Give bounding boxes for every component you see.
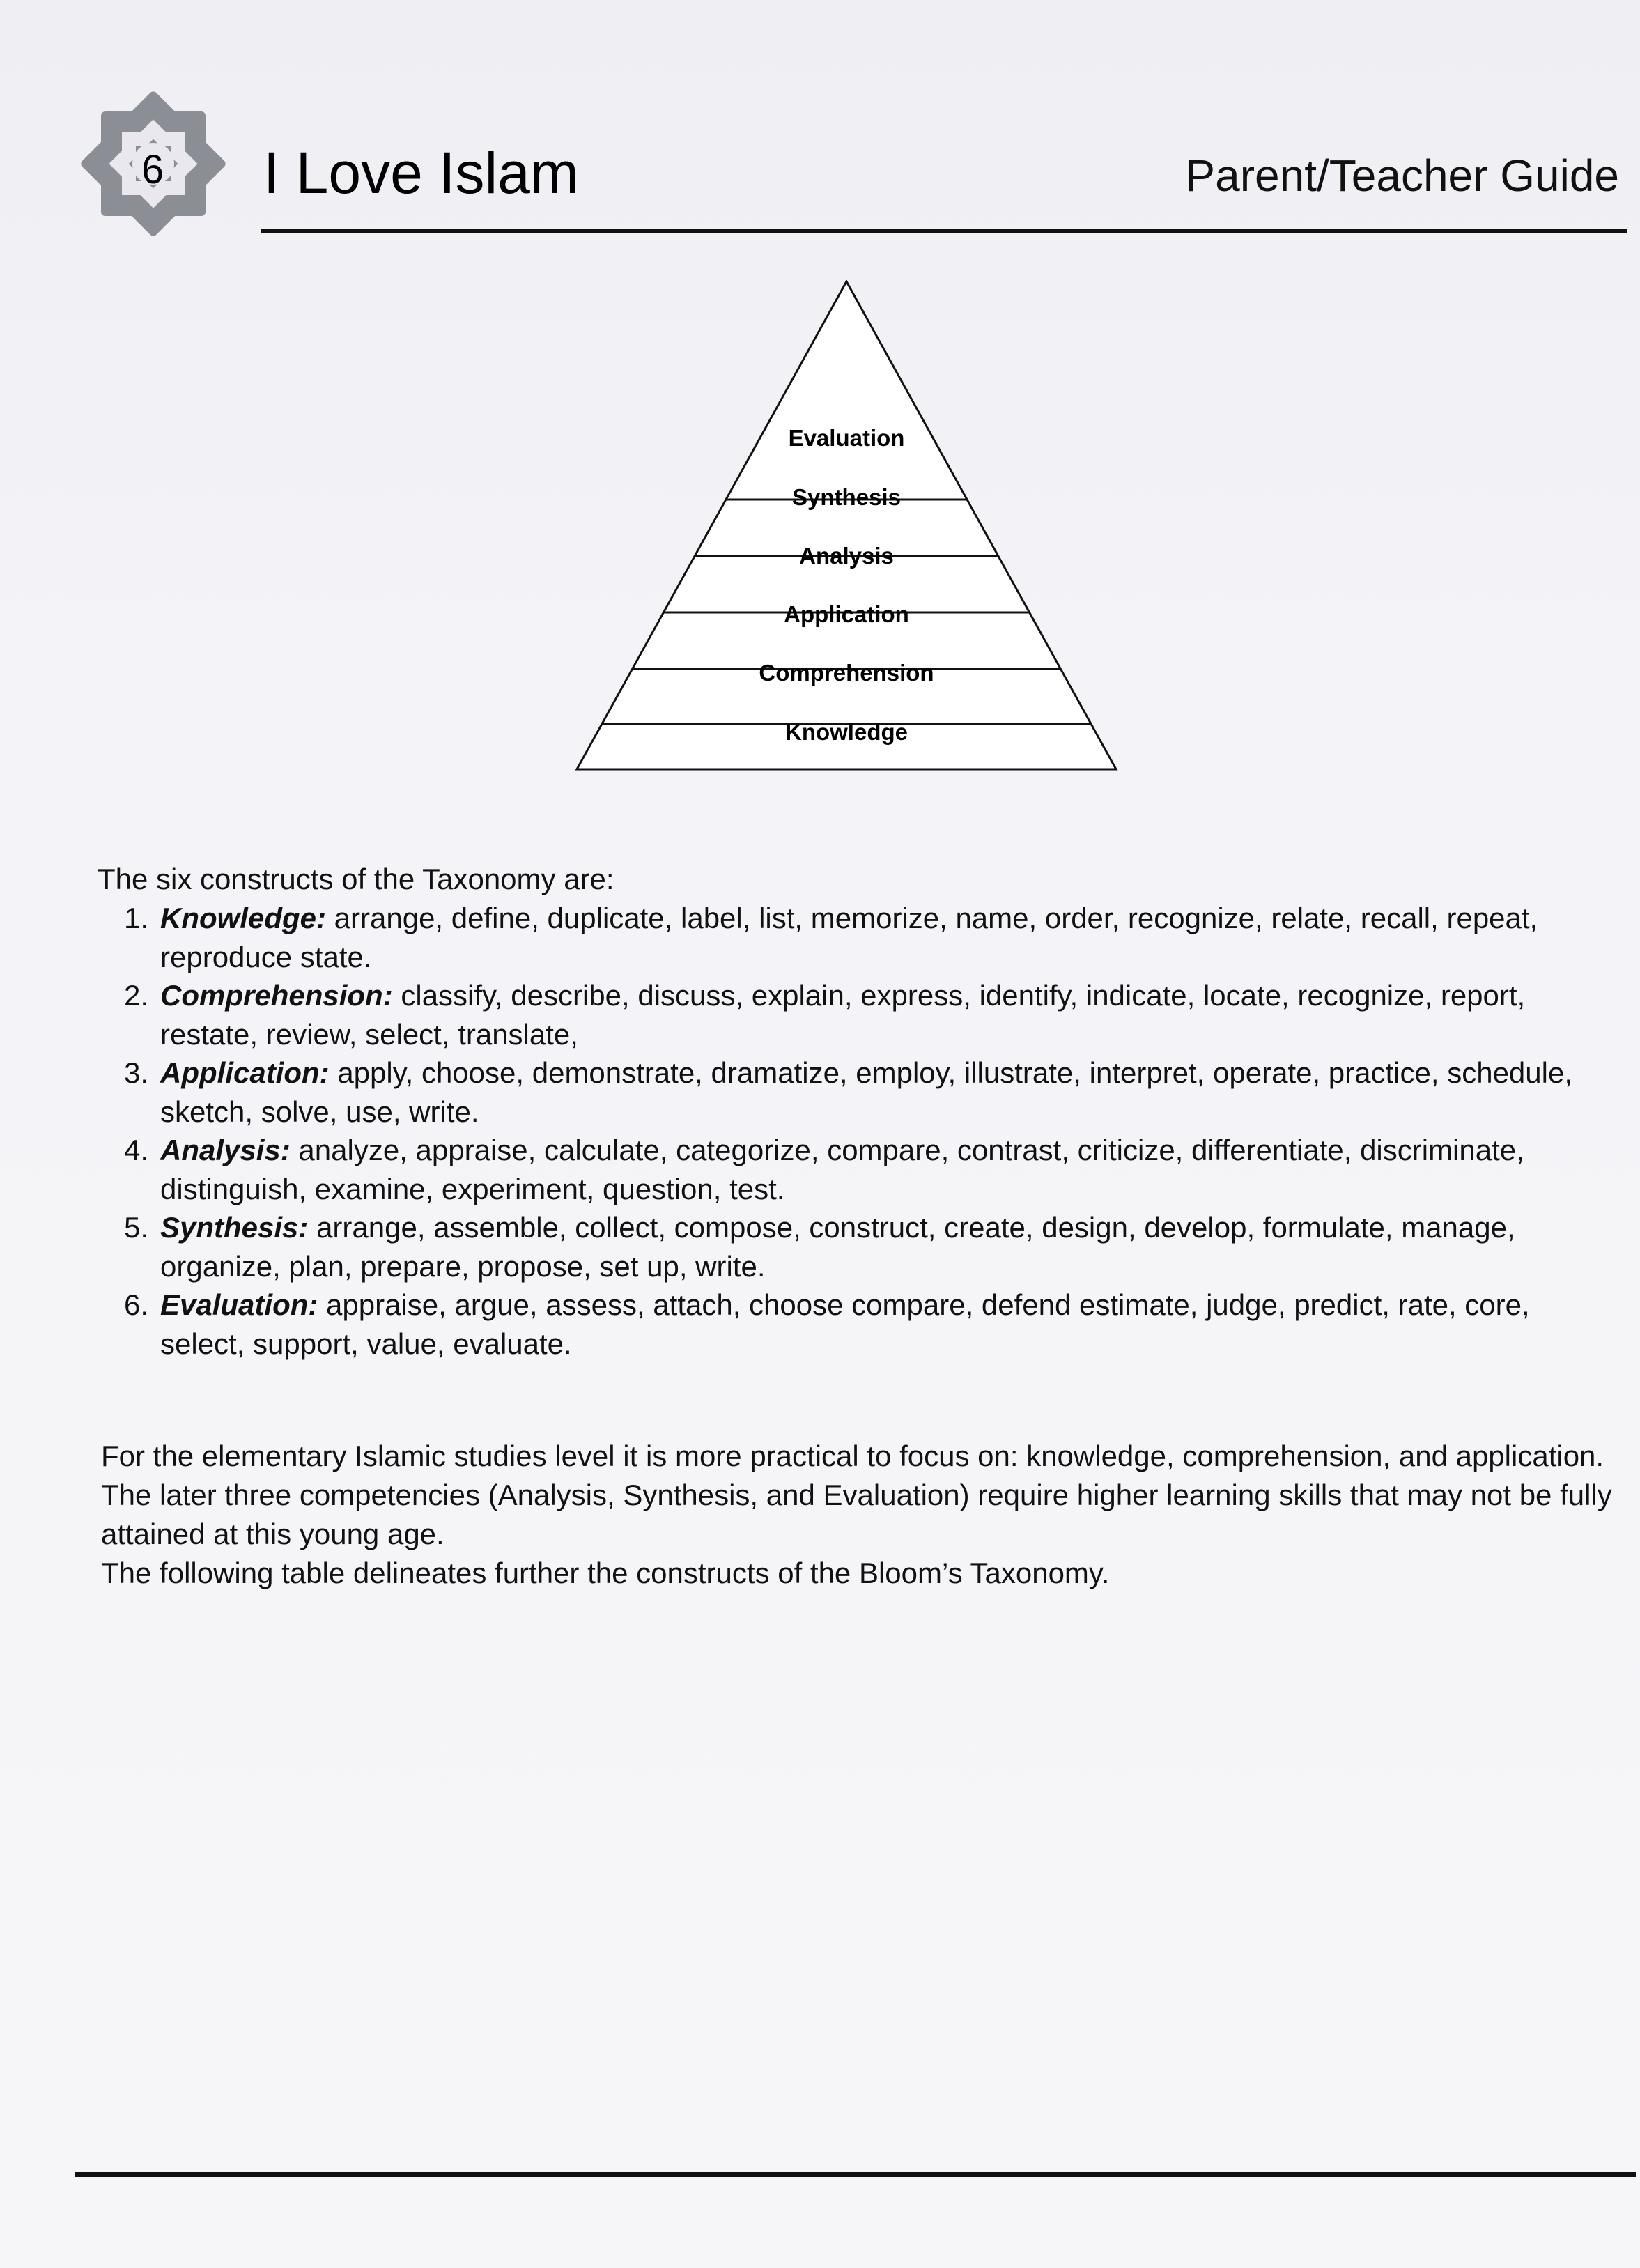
- construct-term: Evaluation:: [160, 1288, 318, 1321]
- list-item: [117, 1286, 1601, 1364]
- pyramid-level-evaluation: Evaluation: [788, 425, 905, 451]
- construct-term: Application:: [160, 1056, 330, 1089]
- list-number: 3.: [124, 1056, 149, 1089]
- footer-rule: [75, 2172, 1636, 2177]
- pyramid-level-analysis: Analysis: [799, 543, 894, 569]
- list-item: [117, 1208, 1601, 1286]
- construct-term: Analysis:: [160, 1134, 291, 1166]
- list-item: [117, 1131, 1601, 1209]
- closing-text: [101, 1437, 1634, 1593]
- construct-verbs: arrange, define, duplicate, label, list, memorize, name, order, recognize, relate, recall, repeat, reproduce state.: [160, 902, 1538, 973]
- page-header: [0, 0, 1640, 251]
- page-number: 6: [141, 147, 164, 192]
- list-number: 2.: [124, 979, 149, 1012]
- list-item: [117, 976, 1601, 1054]
- pyramid-level-synthesis: Synthesis: [792, 484, 901, 510]
- header-rule: [261, 229, 1627, 233]
- list-number: 1.: [124, 902, 149, 934]
- construct-verbs: apply, choose, demonstrate, dramatize, employ, illustrate, interpret, operate, practice, schedule, sketch, solve, use, write.: [160, 1056, 1572, 1128]
- construct-verbs: appraise, argue, assess, attach, choose compare, defend estimate, judge, predict, rate, core, select, support, value, evaluate.: [160, 1288, 1530, 1360]
- constructs-intro: The six constructs of the Taxonomy are:: [98, 863, 614, 895]
- construct-term: Comprehension:: [160, 979, 393, 1012]
- pyramid-level-knowledge: Knowledge: [784, 719, 908, 745]
- list-number: 4.: [124, 1134, 149, 1166]
- guide-title: Parent/Teacher Guide: [1185, 151, 1619, 201]
- book-title: I Love Islam: [263, 140, 579, 206]
- closing-last-line: The following table delineates further the constructs of the Bloom’s Taxonomy.: [101, 1557, 1110, 1589]
- list-number: 6.: [124, 1288, 149, 1321]
- list-number: 5.: [124, 1211, 149, 1244]
- closing-paragraph: For the elementary Islamic studies level it is more practical to focus on: knowledge, comprehension, and application. The later three competencies (Analysis, Synthesis, and Evaluation) require higher learning skills that may not be fully attained at this young age.: [101, 1440, 1612, 1550]
- pyramid-level-comprehension: Comprehension: [759, 660, 934, 686]
- pyramid-outline: [577, 281, 1116, 769]
- pyramid-level-application: Application: [784, 601, 909, 627]
- construct-term: Knowledge:: [160, 902, 326, 934]
- constructs-list: [117, 899, 1601, 1363]
- construct-verbs: classify, describe, discuss, explain, express, identify, indicate, locate, recognize, report, restate, review, select, translate,: [160, 979, 1526, 1051]
- construct-verbs: arrange, assemble, collect, compose, construct, create, design, develop, formulate, manage, organize, plan, prepare, propose, set up, write.: [160, 1211, 1515, 1283]
- blooms-taxonomy-pyramid: [571, 280, 1122, 771]
- construct-verbs: analyze, appraise, calculate, categorize, compare, contrast, criticize, differentiate, discriminate, distinguish, examine, experiment, question, test.: [160, 1134, 1524, 1205]
- list-item: [117, 899, 1601, 977]
- construct-term: Synthesis:: [160, 1211, 309, 1244]
- list-item: [117, 1054, 1601, 1132]
